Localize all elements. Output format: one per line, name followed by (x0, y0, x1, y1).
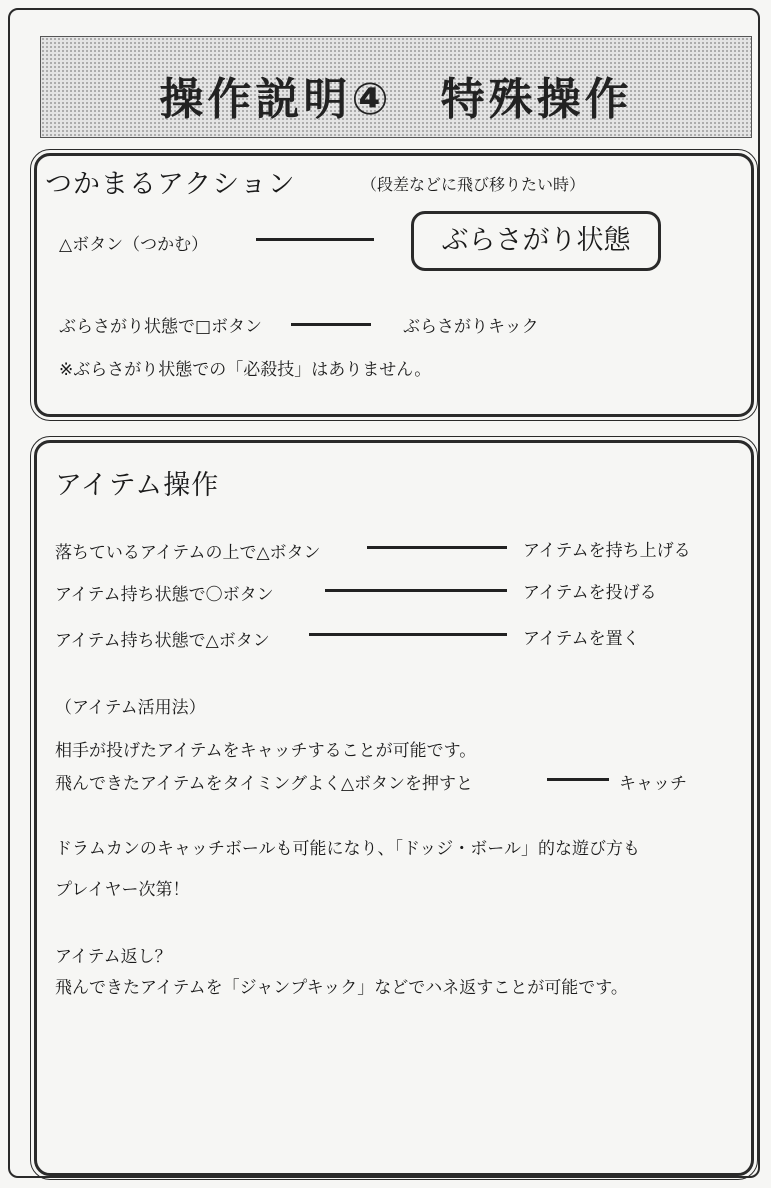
catch-result: キャッチ (619, 774, 687, 794)
catch-line-1: 相手が投げたアイテムをキャッチすることが可能です。 (55, 741, 477, 761)
item-operation-panel (34, 440, 754, 1176)
grab-row1-input: △ボタン（つかむ） (59, 235, 209, 255)
item-row-input: アイテム持ち状態で〇ボタン (55, 585, 274, 605)
items-heading: アイテム操作 (55, 470, 220, 501)
connector-line (309, 633, 507, 636)
connector-line (291, 323, 371, 326)
hanging-state-box: ぶらさがり状態 (411, 211, 661, 271)
grab-remark: ※ぶらさがり状態での「必殺技」はありません。 (59, 360, 432, 380)
item-row-input: アイテム持ち状態で△ボタン (55, 631, 270, 651)
grab-action-panel (34, 153, 754, 417)
page-title: 操作説明④ 特殊操作 (159, 74, 633, 125)
return-line: 飛んできたアイテムを「ジャンプキック」などでハネ返すことが可能です。 (55, 978, 628, 998)
connector-line (547, 778, 609, 781)
item-row-result: アイテムを置く (523, 629, 640, 649)
item-row-result: アイテムを持ち上げる (523, 541, 691, 561)
connector-line (256, 238, 374, 241)
grab-heading: つかまるアクション (45, 169, 296, 200)
grab-row2-result: ぶらさがりキック (403, 317, 539, 337)
title-band (40, 36, 752, 138)
grab-note: （段差などに飛び移りたい時） (361, 175, 586, 194)
catch-line-2: 飛んできたアイテムをタイミングよく△ボタンを押すと (55, 774, 474, 794)
item-row-result: アイテムを投げる (523, 583, 657, 603)
dodge-line-2: プレイヤー次第！ (55, 880, 190, 900)
dodge-line-1: ドラムカンのキャッチボールも可能になり、「ドッジ・ボール」的な遊び方も (55, 839, 640, 859)
item-row-input: 落ちているアイテムの上で△ボタン (55, 543, 321, 563)
connector-line (367, 546, 507, 549)
connector-line (325, 589, 507, 592)
return-heading: アイテム返し？ (55, 947, 172, 967)
usage-heading: （アイテム活用法） (55, 698, 206, 718)
grab-row2-input: ぶらさがり状態で□ボタン (59, 317, 263, 337)
manual-page (8, 8, 760, 1178)
